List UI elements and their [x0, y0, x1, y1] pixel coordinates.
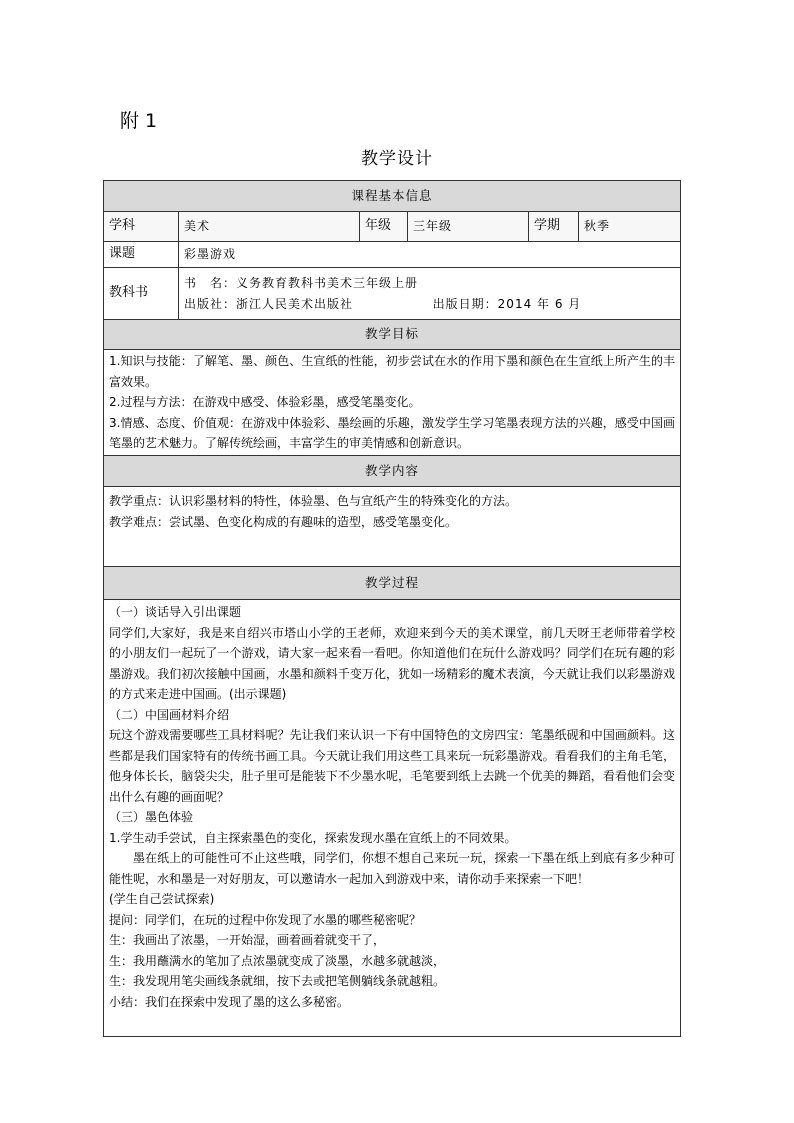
- course-info-header: 课程基本信息: [104, 181, 681, 212]
- goal-item: 3.情感、态度、价值观：在游戏中体验彩、墨绘画的乐趣，激发学生学习笔墨表现方法的兴趣，感受中国画笔墨的艺术魅力。了解传统绘画，丰富学生的审美情感和创新意识。: [109, 415, 676, 450]
- process-paragraph: 玩这个游戏需要哪些工具材料呢？先让我们来认识一下有中国特色的文房四宝：笔墨纸砚和中国画颜料。这些都是我们国家特有的传统书画工具。今天就让我们用这些工具来玩一玩彩墨游戏。看看我们的主角毛笔，他身体长长，脑袋尖尖，肚子里可是能装下不少墨水呢，毛笔要到纸上去跳一个优美的舞蹈，看看他们会变出什么有趣的画面呢？: [109, 728, 676, 804]
- term-label: 学期: [529, 212, 579, 242]
- textbook-label: 教科书: [104, 268, 179, 320]
- process-section-title: （二）中国画材料介绍: [109, 707, 230, 722]
- textbook-name: 书 名：义务教育教科书美术三年级上册: [184, 276, 419, 290]
- textbook-publisher-row: [184, 294, 675, 315]
- goals-header: 教学目标: [104, 320, 681, 350]
- document-title: 教学设计: [361, 149, 433, 169]
- topic-value: 彩墨游戏: [179, 242, 681, 268]
- term-value: 秋季: [579, 212, 681, 242]
- grade-value: 三年级: [408, 212, 529, 242]
- process-section-title: （一）谈话导入引出课题: [109, 605, 242, 619]
- appendix-label: 附 1: [120, 110, 158, 132]
- process-paragraph: 生：我用蘸满水的笔加了点浓墨就变成了淡墨，水越多就越淡，: [109, 953, 446, 968]
- process-paragraph: 提问：同学们，在玩的过程中你发现了水墨的哪些秘密呢？: [109, 912, 422, 927]
- content-item: 教学重点：认识彩墨材料的特性，体验墨、色与宣纸产生的特殊变化的方法。: [109, 494, 518, 508]
- textbook-details: [179, 268, 681, 320]
- subject-label: 学科: [104, 212, 179, 242]
- content-body: [104, 487, 681, 567]
- textbook-publisher: 出版社：浙江人民美术出版社: [184, 296, 354, 311]
- process-paragraph: 墨在纸上的可能性可不止这些哦，同学们，你想不想自己来玩一玩，探索一下墨在纸上到底有多少种可能性呢，水和墨是一对好朋友，可以邀请水一起加入到游戏中来，请你动手来探索一下吧！: [109, 851, 676, 886]
- process-paragraph: 生：我发现用笔尖画线条就细，按下去或把笔侧躺线条就越粗。: [109, 974, 446, 988]
- process-paragraph: 小结：我们在探索中发现了墨的这么多秘密。: [109, 994, 350, 1009]
- grade-label: 年级: [360, 212, 408, 242]
- process-section-title: （三）墨色体验: [109, 810, 194, 824]
- lesson-plan-table: [103, 180, 681, 1037]
- subject-value: 美术: [179, 212, 360, 242]
- process-header: 教学过程: [104, 567, 681, 600]
- process-paragraph: 1.学生动手尝试，自主探索墨色的变化，探索发现水墨在宣纸上的不同效果。: [109, 830, 517, 845]
- goal-item: 1.知识与技能：了解笔、墨、颜色、生宣纸的性能，初步尝试在水的作用下墨和颜色在生宣纸上所产生的丰富效果。: [109, 354, 676, 389]
- process-paragraph: 同学们,大家好，我是来自绍兴市塔山小学的王老师，欢迎来到今天的美术课堂，前几天呀王老师带着学校的小朋友们一起玩了一个游戏，请大家一起来看一看吧。你知道他们在玩什么游戏吗？同学们在玩有趣的彩墨游戏。我们初次接触中国画，水墨和颜料千变万化，犹如一场精彩的魔术表演，今天就让我们以彩墨游戏的方式来走进中国画。(出示课题): [109, 625, 676, 701]
- goals-body: [104, 350, 681, 456]
- process-body: [104, 600, 681, 1037]
- goal-item: 2.过程与方法：在游戏中感受、体验彩墨，感受笔墨变化。: [109, 395, 421, 409]
- textbook-pub-date: 出版日期：2014 年 6 月: [432, 296, 582, 311]
- content-item: 教学难点：尝试墨、色变化构成的有趣味的造型，感受笔墨变化。: [109, 514, 458, 529]
- content-header: 教学内容: [104, 456, 681, 487]
- topic-label: 课题: [104, 242, 179, 268]
- process-paragraph: 生：我画出了浓墨，一开始湿，画着画着就变干了，: [109, 933, 386, 947]
- process-paragraph: (学生自己尝试探索): [109, 892, 215, 906]
